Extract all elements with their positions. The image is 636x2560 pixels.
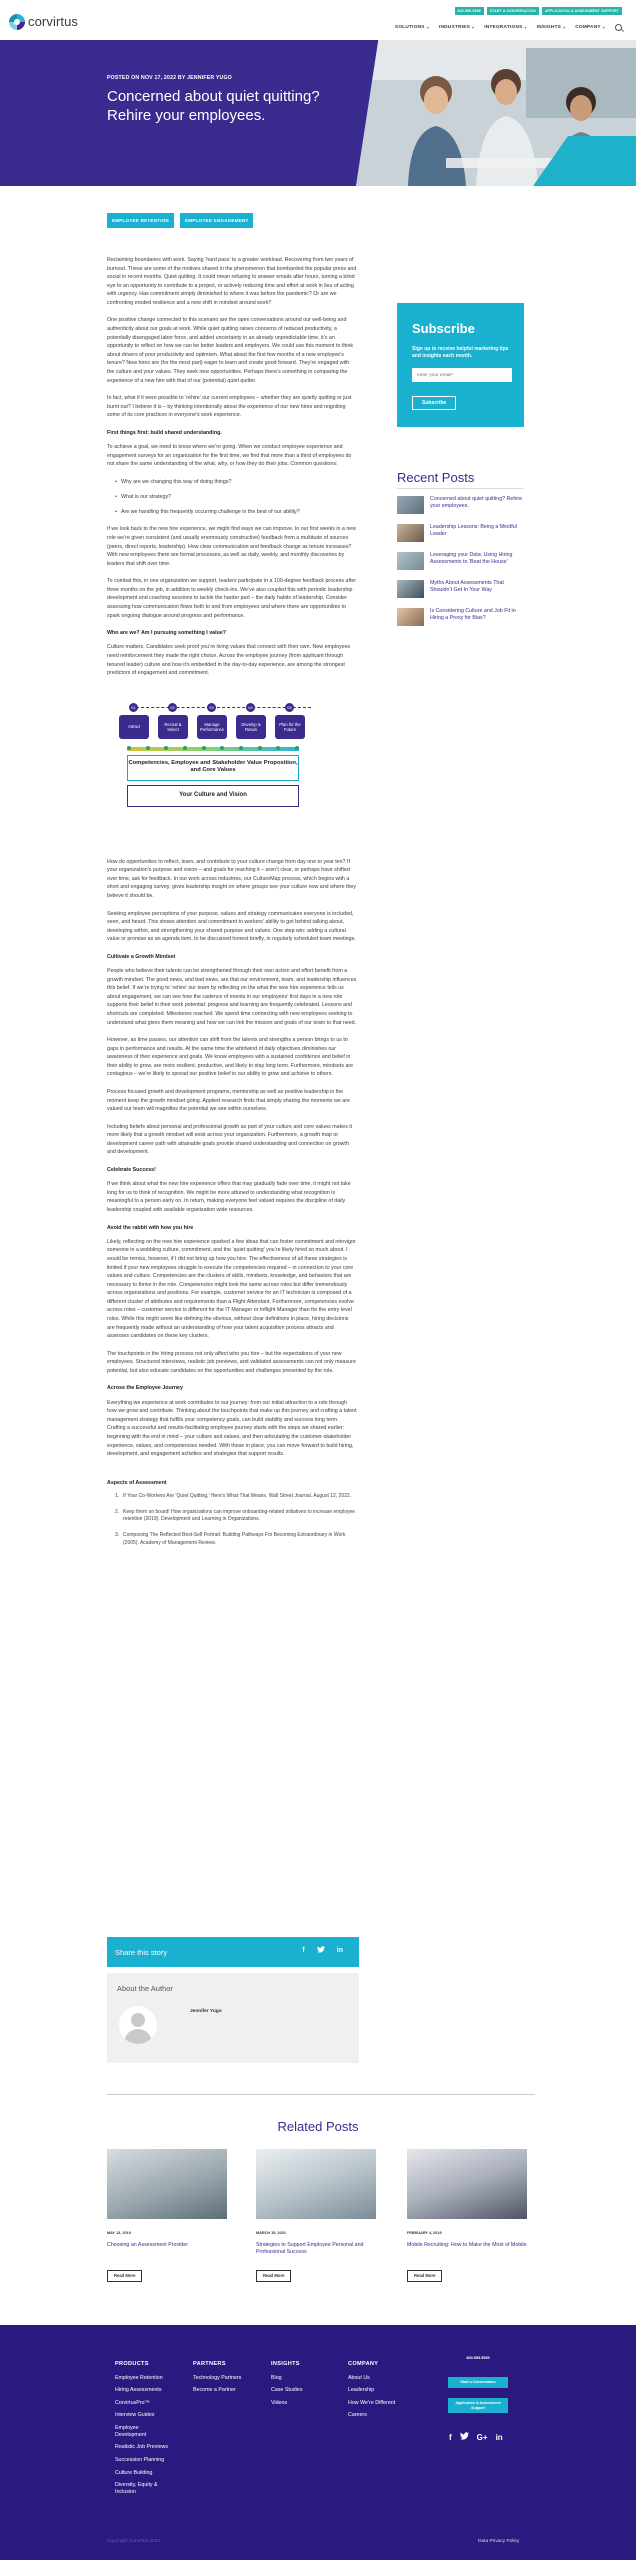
nav-label: INTEGRATIONS bbox=[484, 25, 523, 30]
linkedin-icon[interactable]: in bbox=[336, 1947, 343, 1954]
related-post-title[interactable]: Mobile Recruiting: How to Make the Most of Mobile bbox=[407, 2241, 527, 2248]
footer-link[interactable]: Realistic Job Previews bbox=[115, 2444, 168, 2451]
subscribe-description: Sign up to receive helpful marketing tips and insights each month. bbox=[412, 346, 509, 360]
reference-text: Composing The Reflected Best-Self Portrait: Building Pathways For Becoming Extraordinary in Work (2005). Academy of Management Review. bbox=[123, 1532, 346, 1546]
footer-insights bbox=[271, 2360, 303, 2412]
step-box: Plan for the Future bbox=[275, 715, 305, 739]
post-thumbnail bbox=[397, 496, 424, 514]
chevron-down-icon: ▾ bbox=[426, 24, 429, 30]
nav-company[interactable] bbox=[575, 24, 605, 31]
chevron-down-icon: ▾ bbox=[472, 24, 475, 30]
subscribe-title: Subscribe bbox=[412, 321, 475, 336]
footer-link[interactable]: Hiring Assessments bbox=[115, 2387, 162, 2394]
nav-label: INDUSTRIES bbox=[438, 25, 470, 30]
footer-products bbox=[115, 2360, 177, 2501]
section-heading: Cultivate a Growth Mindset bbox=[107, 953, 176, 960]
logo-mark-icon bbox=[9, 14, 25, 30]
post-date: MARCH 15, 2021 bbox=[256, 2231, 286, 2235]
footer-company bbox=[348, 2360, 395, 2425]
search-icon[interactable] bbox=[615, 24, 622, 31]
section-heading: Across the Employee Journey bbox=[107, 1385, 183, 1392]
post-date: MAY 13, 2019 bbox=[107, 2231, 131, 2235]
article-body bbox=[107, 256, 357, 1556]
article-paragraph: Reclaiming boundaries with work. Saying ‘hard pass’ to a greater workload. Recovering from two years of burnout. These are some of the motives shared in the phenomenon that bombarded the popular press and social in recent months. Quiet quitting. It could mean refusing to answer emails after hours, turning a blind eye to an opportunity to contribute to a project, or actively reducing time and effort at work in lieu of acting with urgency. Has commitment simply diminished to where it was before the pandemic? Or are we confronting eroded resilience and a new shift in mindset around work? bbox=[107, 257, 357, 306]
main-nav bbox=[395, 24, 622, 31]
reference-item: 3. Composing The Reflected Best-Self Portrait: Building Pathways For Becoming Extraordinary in Work (2005). Academy of Management Review. bbox=[115, 1532, 346, 1546]
footer-link[interactable]: Employee Retention bbox=[115, 2374, 163, 2381]
related-posts-title: Related Posts bbox=[277, 2119, 359, 2134]
recent-post-link[interactable]: Leveraging your Data: Using Hiring Assessments to ‘Beat the House’ bbox=[430, 552, 513, 566]
recent-post-link[interactable]: Myths About Assessments That Shouldn’t Get In Your Way bbox=[430, 580, 504, 594]
footer-link[interactable]: Interview Guides bbox=[115, 2412, 155, 2419]
nav-label: SOLUTIONS bbox=[394, 25, 425, 30]
step-box: Recruit & Select bbox=[158, 715, 188, 739]
related-post-image[interactable] bbox=[407, 2149, 527, 2219]
article-paragraph: The touchpoints in the hiring process not only affect who you hire – but the expectations of your new employees. Structured interviews, realistic job previews, and validated assessments can not only measure potential, but also educate candidates on the opportunities and challenges presented by the role. bbox=[107, 1350, 356, 1374]
chevron-down-icon: ▾ bbox=[602, 24, 605, 30]
post-tags bbox=[107, 213, 253, 228]
related-post-image[interactable] bbox=[107, 2149, 227, 2219]
related-post-title[interactable]: Strategies to Support Employee Personal and Professional Success bbox=[256, 2241, 364, 2256]
step-box: Manage Performance bbox=[197, 715, 227, 739]
article-paragraph: People who believe their talents can be strengthened through their own action and effort benefit from a growth mindset. The good news, and bad news, are that our environment, team, and leadership influences this belief. If we’re trying to ‘rehire’ our team by reflecting on the what the new hire experience tells us about engagement, we can see how the cadence of events in our employees’ first days in a new role supports their belief in their work potential: progress and learning are frequently celebrated. Lessons and shortcuts are completed. Milestones reached. We spend time connecting with new employees seeking to understand what gives them meaning and how we can link the mission and goals of our team to that need. bbox=[107, 968, 357, 1026]
step-number: 05 bbox=[285, 703, 294, 712]
recent-post-link[interactable]: Concerned about quiet quitting? Rehire your employees. bbox=[430, 496, 523, 510]
post-date: FEBRUARY 4, 2019 bbox=[407, 2231, 442, 2235]
related-post-card bbox=[107, 2149, 227, 2282]
subscribe-button[interactable]: Subscribe bbox=[412, 396, 456, 410]
references-list bbox=[115, 1493, 357, 1548]
article-paragraph: If we think about what the new hire experience offers that may gradually fade over time, it might not take long for us to think of recognition. We might be more attuned to understanding what recognition is meaningful to a person early on. In return, making everyone feel valued requires the discipline of daily leadership coupled with available organization wide resources. bbox=[107, 1181, 351, 1213]
step-number: 03 bbox=[207, 703, 216, 712]
hero-banner bbox=[0, 40, 636, 186]
footer-heading: PARTNERS bbox=[193, 2361, 226, 2367]
step-box: Attract bbox=[119, 715, 149, 739]
question-list bbox=[115, 478, 357, 517]
footer-heading: INSIGHTS bbox=[271, 2361, 300, 2367]
facebook-icon[interactable]: f bbox=[449, 2433, 452, 2442]
footer-phone[interactable]: 800.555.5555 bbox=[466, 2356, 490, 2360]
footer-link[interactable]: Blog bbox=[271, 2374, 282, 2381]
tag-employee-retention[interactable]: EMPLOYEE RETENTION bbox=[107, 213, 174, 228]
article-paragraph: However, as time passes, our attention can shift from the talents and strengths a person brings to us to gaps in performance and results. At the same time the whirlwind of daily objectives diminishes our awareness of their experience and goals. We know employees with a sustained confidence and belief in their ability to grow, are more resilient, productive, and likely to stay long term. Furthermore, mindsets are contagious – we’re likely to spread our positive belief in our ability to grow and achieve to others. bbox=[107, 1037, 354, 1078]
support-button[interactable]: APPLICATION & ASSESSMENT SUPPORT bbox=[542, 7, 622, 15]
subscribe-widget bbox=[397, 303, 524, 427]
footer-link[interactable]: Careers bbox=[348, 2412, 367, 2419]
footer-link[interactable]: How We’re Different bbox=[348, 2399, 396, 2406]
share-icons bbox=[302, 1946, 343, 1958]
footer-heading: COMPANY bbox=[348, 2361, 379, 2367]
related-post-card bbox=[256, 2149, 376, 2282]
footer-link[interactable]: Succession Planning bbox=[115, 2456, 165, 2463]
article-paragraph: Everything we experience at work contributes to our journey: from our initial attraction to a role through how we grow and contribute. Thinking about the touchpoints that make up this journey and crafting a talent management strategy that fulfills your competency goals, can build stability and success long term. Crafting a successful and results-facilitating employee journey starts with the steps we shared earlier: beginning with the end in mind – your culture and values, and then articulating the customer-stakeholder experience, values, and competencies needed. With those in place, you can move forward to build hiring, development, and engagement activities and strategies that support results. bbox=[107, 1399, 357, 1458]
recent-post-item[interactable] bbox=[397, 608, 524, 629]
reference-item: 1. If Your Co-Workers Are ‘Quiet Quitting,’ Here’s What That Means. Wall Street Journal. August 12, 2022. bbox=[115, 1492, 352, 1499]
culture-box: Your Culture and Vision bbox=[127, 785, 299, 807]
footer-heading: PRODUCTS bbox=[115, 2361, 149, 2367]
phone-button[interactable]: 800.555.5555 bbox=[455, 7, 484, 15]
brand-logo[interactable] bbox=[9, 12, 78, 32]
start-conversation-button[interactable]: Start a Conversation bbox=[448, 2377, 508, 2388]
recent-post-item[interactable] bbox=[397, 552, 524, 573]
step-number: 02 bbox=[168, 703, 177, 712]
section-heading: First things first: build shared understanding. bbox=[107, 429, 222, 436]
share-bar bbox=[107, 1937, 359, 1967]
footer-link[interactable]: Become a Partner bbox=[193, 2387, 236, 2394]
footer-link[interactable]: Culture Building bbox=[115, 2469, 153, 2476]
post-meta: POSTED ON NOV 17, 2022 BY JENNIFER YUGO bbox=[107, 75, 232, 81]
read-more-button[interactable]: Read More bbox=[407, 2270, 442, 2283]
recent-posts-title: Recent Posts bbox=[397, 470, 475, 485]
article-paragraph: Seeking employee perceptions of your purpose, values and strategy communicates everyone is included, seen, and heard. This shows attention and commitment to workers’ ability to get behind talking about, developing within, and strengthening your shared purpose and values. One step win: adding a cultural value or promise as an agenda item, to be discussed honest briefly, in regularly scheduled team meetings. bbox=[107, 910, 356, 943]
logo-text: corvirtus bbox=[28, 14, 79, 29]
email-field[interactable] bbox=[412, 368, 512, 382]
step-number: 04 bbox=[246, 703, 255, 712]
article-paragraph: To combat this, in one organization we support, leaders participate in a 100-degree feedback process after three months on the job, in addition to weekly check-ins. We’ve also coupled this with periodic leadership development and coaching sessions to tackle the harder part – the daily habits of leadership. Consider assessing how communication flows both to and from employees and where there are opportunities to spark ongoing dialogue around progress and performance. bbox=[107, 578, 357, 619]
reference-text: If Your Co-Workers Are ‘Quiet Quitting,’ Here’s What That Means. Wall Street Journal. August 12, 2022. bbox=[123, 1492, 352, 1499]
article-paragraph: Likely, reflecting on the new hire experience sparked a few ideas that can foster commitment and reinvigor someone in a wobbling culture, commitment, and the ‘quiet quitting’ you’re likely hired so much about. I would be remiss, however, if I did not bring up how you hire. The effectiveness of all these strategies is limited if your new employees struggle to execute the competencies required – in connection to your core values and culture. Competencies are the clusters of skills, mindsets, knowledge, and behaviors that are necessary to thrive in the role. Competencies might look the same across roles but differ tremendously across organizations and positions. For example, customer service for an IT technician is composed of a different cluster of attributes and requirements than a Flight Attendant. Furthermore, competencies evolve across roles – customer service is different for the IT Manager or Inflight Manager than for the entry level roles. While this might seem like defining the obvious, without clear definitions in place, hiring decisions are frequently made without an understanding of how your talent acquisition process attracts and assesses candidates on these key clusters. bbox=[107, 1238, 356, 1340]
competencies-box: Competencies, Employee and Stakeholder Value Proposition, and Core Values bbox=[127, 755, 299, 781]
footer-link[interactable]: About Us bbox=[348, 2374, 370, 2381]
article-paragraph: Process focused growth and development programs, mentorship as well as positive leadership in the moment keep the growth mindset going. Applied research finds that simply sharing the moments we are valued our team will magnifies the potential we see within ourselves. bbox=[107, 1089, 350, 1113]
list-item: • Why are we changing this way of doing things? bbox=[115, 478, 357, 486]
footer-link[interactable]: CorvirtusPro™ bbox=[115, 2399, 150, 2406]
privacy-link[interactable]: Data Privacy Policy bbox=[478, 2539, 520, 2544]
references-title: Aspects of Assessment bbox=[107, 1479, 167, 1486]
author-name[interactable]: Jennifer Yugo bbox=[190, 2009, 222, 2014]
article-paragraph: To achieve a goal, we need to know where we’re going. When we conduct employee experience and engagement surveys for an organization for the first time, we find that more than a third of employees do not share the same understanding of the what, why, or how they do their jobs. Common questions: bbox=[107, 444, 352, 468]
article-paragraph: How do opportunities to reflect, learn, and contribute to your culture change from day one to year ten? If your organization’s purpose and vision – and goals for reaching it – aren’t clear, or perhaps have shifted over time, ask for feedback. In our work across industries, our CultureMap process, which begins with a short and engaging survey, gives leadership insight on where groups see your culture now and where they believe it should be. bbox=[107, 858, 357, 899]
support-button[interactable]: Application & Assessment Support bbox=[448, 2398, 508, 2413]
list-item: • Are we handling this frequently occurring challenge in the best of our ability? bbox=[115, 508, 357, 516]
post-thumbnail bbox=[397, 552, 424, 570]
nav-label: INSIGHTS bbox=[536, 25, 561, 30]
google-plus-icon[interactable]: G+ bbox=[476, 2433, 488, 2442]
footer-link[interactable]: Videos bbox=[271, 2399, 288, 2406]
section-heading: Who are we? Am I pursuing something I value? bbox=[107, 630, 226, 637]
start-conversation-button[interactable]: START A CONVERSATION bbox=[487, 7, 539, 15]
article-paragraph: If we look back to the new hire experience, we might find ways we can improve. In our first weeks in a new role we’re given consistent (and usually enormously constructive) feedback from a multitude of sources (peers, direct reports, leadership). How clear communication and feedback change as tenure increases? With new employees there are formal processes, as well as daily, weekly, and monthly discoveries by leaders that shift over time. bbox=[107, 526, 357, 567]
nav-label: COMPANY bbox=[575, 25, 601, 30]
author-section-title: About the Author bbox=[117, 1984, 173, 1993]
reference-item: 2. Keep them on board! How organizations can improve onboarding-related initiatives to increase employee retention (2019). Development and Learning in Organizations. bbox=[115, 1508, 356, 1523]
article-paragraph: Including beliefs about personal and professional growth as part of your culture and core values makes it more likely that a growth mindset will exist across your organization. Furthermore, a growth map or development career path with attainable goals provide shared understanding and connection on growth and development. bbox=[107, 1123, 352, 1156]
recent-post-link[interactable]: Leadership Lessons: Being a Mindful Leader bbox=[430, 524, 517, 538]
footer-partners bbox=[193, 2360, 241, 2400]
recent-posts-list bbox=[397, 496, 524, 636]
chevron-down-icon: ▾ bbox=[563, 24, 566, 30]
divider bbox=[397, 488, 524, 489]
page-title: Concerned about quiet quitting? Rehire your employees. bbox=[107, 88, 320, 125]
site-header bbox=[0, 0, 636, 40]
section-heading: Celebrate Success! bbox=[107, 1167, 156, 1174]
read-more-button[interactable]: Read More bbox=[256, 2270, 291, 2283]
post-thumbnail bbox=[397, 580, 424, 598]
chevron-down-icon: ▾ bbox=[524, 24, 527, 30]
step-number: 01 bbox=[129, 703, 138, 712]
related-post-image[interactable] bbox=[256, 2149, 376, 2219]
nav-integrations[interactable] bbox=[484, 24, 527, 31]
tag-employee-engagement[interactable]: EMPLOYEE ENGAGEMENT bbox=[180, 213, 254, 228]
article-paragraph: Culture matters. Candidates seek proof you’re living values that connect with their own. New employees need reinforcement they made the right choice. Across the employee journey (from applicant through tenured leader) culture and how it’s embedded in the day-to-day experience, are among the strongest predictors of engagement and commitment. bbox=[107, 644, 351, 677]
recent-post-item[interactable] bbox=[397, 524, 524, 545]
twitter-icon[interactable] bbox=[460, 2432, 469, 2444]
recent-post-link[interactable]: Is Considering Culture and Job Fit in Hiring a Proxy for Bias? bbox=[430, 608, 516, 622]
recent-post-item[interactable] bbox=[397, 580, 524, 601]
share-label: Share this story bbox=[115, 1948, 168, 1957]
facebook-icon[interactable]: f bbox=[302, 1947, 305, 1954]
nav-solutions[interactable] bbox=[395, 24, 429, 31]
author-box bbox=[107, 1973, 359, 2063]
nav-industries[interactable] bbox=[439, 24, 474, 31]
list-item: • What is our strategy? bbox=[115, 493, 357, 501]
linkedin-icon[interactable]: in bbox=[495, 2433, 503, 2442]
divider bbox=[107, 2094, 535, 2095]
read-more-button[interactable]: Read More bbox=[107, 2270, 142, 2283]
diagram-connector bbox=[131, 707, 311, 708]
related-post-title[interactable]: Choosing an Assessment Provider bbox=[107, 2241, 188, 2248]
employee-journey-diagram bbox=[119, 688, 319, 838]
utility-links bbox=[455, 7, 622, 15]
footer-link[interactable]: Diversity, Equity & Inclusion bbox=[115, 2482, 158, 2495]
post-thumbnail bbox=[397, 524, 424, 542]
post-thumbnail bbox=[397, 608, 424, 626]
section-heading: Avoid the rabbit with how you hire bbox=[107, 1224, 194, 1231]
article-paragraph: One positive change connected to this scenario are the open conversations around our well-being and authenticity about our goals at work. While quiet quitting raises concerns of reduced productivity, a potentially disengaged labor force, and added uncertainty in an already unpredictable time, it’s an opportunity to reflect on how we can be better leaders and employers. We could use this moment to think about drivers of poor productivity and optimism. What about the first few months of a new employee’s tenure? New hires are (for the most part) eager to learn and create good forward. They’re engaged with the culture and your values. They seek new opportunities. Perhaps there’s something in comparing the experience of a new hire with that of our (potential) quiet quitter. bbox=[107, 317, 354, 384]
gradient-dots bbox=[127, 746, 299, 750]
author-avatar bbox=[119, 2006, 157, 2044]
twitter-icon[interactable] bbox=[317, 1946, 325, 1958]
related-post-card bbox=[407, 2149, 527, 2282]
nav-insights[interactable] bbox=[537, 24, 565, 31]
footer-link[interactable]: Technology Partners bbox=[193, 2374, 242, 2381]
footer-link[interactable]: Employee Development bbox=[115, 2425, 147, 2438]
footer-bottom-bar bbox=[0, 2528, 636, 2560]
step-box: Develop & Retain bbox=[236, 715, 266, 739]
reference-text: Keep them on board! How organizations can improve onboarding-related initiatives to increase employee retention (2019). Development and Learning in Organizations. bbox=[123, 1508, 356, 1523]
copyright-text: Copyright Corvirtus 2023 bbox=[107, 2539, 161, 2544]
social-icons bbox=[449, 2432, 503, 2444]
footer-link[interactable]: Leadership bbox=[348, 2387, 375, 2394]
recent-post-item[interactable] bbox=[397, 496, 524, 517]
footer-link[interactable]: Case Studies bbox=[271, 2387, 303, 2394]
article-paragraph: In fact, what if it were possible to ‘rehire’ our current employees – whether they are quietly quitting or just burnt out? I believe it is – by thinking intentionally about the experience of our new hires and reigniting some of its core practices in everyone’s work experience. bbox=[107, 395, 352, 419]
site-footer bbox=[0, 2325, 636, 2560]
